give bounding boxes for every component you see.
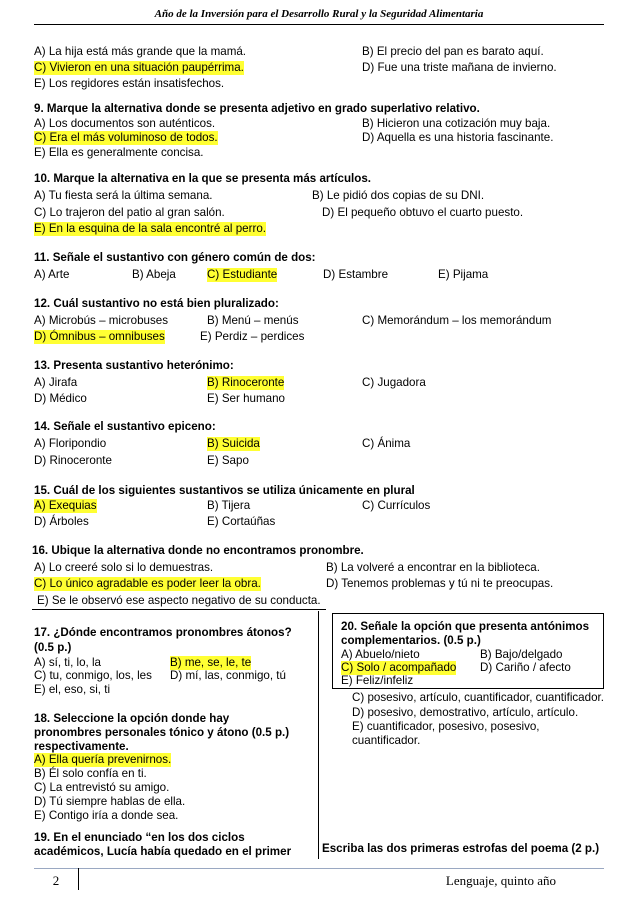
q9-title: 9. Marque la alternativa donde se presenta adjetivo en grado superlativo relativo. bbox=[34, 102, 480, 115]
q16-option-b: B) La volveré a encontrar en la biblioteca. bbox=[326, 561, 540, 574]
q15-option-e: E) Cortaúñas bbox=[207, 515, 276, 528]
q17-option-d: D) mí, las, conmigo, tú bbox=[170, 669, 286, 682]
prev-option-d: D) posesivo, demostrativo, artículo, artículo. bbox=[352, 706, 579, 719]
q13-title: 13. Presenta sustantivo heterónimo: bbox=[34, 359, 234, 372]
q14-option-b-answer: B) Suicida bbox=[207, 437, 260, 450]
q12-title: 12. Cuál sustantivo no está bien pluralizado: bbox=[34, 297, 279, 310]
q13-option-b-answer: B) Rinoceronte bbox=[207, 376, 285, 389]
q20-points: complementarios. (0.5 p.) bbox=[341, 634, 481, 647]
q10-option-b: B) Le pidió dos copias de su DNI. bbox=[312, 189, 485, 202]
q18-option-e: E) Contigo iría a donde sea. bbox=[34, 809, 179, 822]
q8-option-c-answer: C) Vivieron en una situación paupérrima. bbox=[34, 61, 244, 74]
q17-option-e: E) el, eso, si, ti bbox=[34, 683, 111, 696]
q20-option-b: B) Bajo/delgado bbox=[480, 648, 563, 661]
q11-title: 11. Señale el sustantivo con género común de dos: bbox=[34, 251, 316, 264]
q17-title: 17. ¿Dónde encontramos pronombres átonos? bbox=[34, 626, 292, 639]
q20-title: 20. Señale la opción que presenta antónimos bbox=[341, 620, 590, 633]
prev-option-c: C) posesivo, artículo, cuantificador, cuantificador. bbox=[352, 691, 604, 704]
q16-title: 16. Ubique la alternativa donde no encontramos pronombre. bbox=[32, 544, 364, 557]
q15-title: 15. Cuál de los siguientes sustantivos se utiliza únicamente en plural bbox=[34, 484, 415, 497]
q20-option-e: E) Feliz/infeliz bbox=[341, 674, 414, 687]
q10-option-e-answer: E) En la esquina de la sala encontré al perro. bbox=[34, 222, 267, 235]
q8-option-b: B) El precio del pan es barato aquí. bbox=[362, 45, 544, 58]
q14-option-d: D) Rinoceronte bbox=[34, 454, 112, 467]
header-rule bbox=[34, 24, 604, 25]
q20-option-c-answer: C) Solo / acompañado bbox=[341, 661, 457, 674]
q10-option-d: D) El pequeño obtuvo el cuarto puesto. bbox=[322, 206, 524, 219]
q17-option-b-answer: B) me, se, le, te bbox=[170, 656, 252, 669]
footer-course: Lenguaje, quinto año bbox=[445, 873, 556, 888]
q13-option-c: C) Jugadora bbox=[362, 376, 426, 389]
q18-option-b: B) Él solo confía en ti. bbox=[34, 767, 147, 780]
q18-option-a-answer: A) Ella quería prevenirnos. bbox=[34, 753, 172, 766]
q19-title-2: académicos, Lucía había quedado en el primer bbox=[34, 845, 292, 858]
column-divider bbox=[318, 611, 319, 859]
q12-option-a: A) Microbús – microbuses bbox=[34, 314, 169, 327]
prev-option-e: E) cuantificador, posesivo, posesivo, bbox=[352, 720, 540, 733]
q18-title-2: pronombres personales tónico y átono (0.5 p.) bbox=[34, 726, 290, 739]
q17-option-c: C) tu, conmigo, los, les bbox=[34, 669, 152, 682]
q10-option-a: A) Tu fiesta será la última semana. bbox=[34, 189, 213, 202]
footer-separator bbox=[78, 868, 79, 890]
prev-option-e-cont: cuantificador. bbox=[352, 734, 421, 747]
q13-option-d: D) Médico bbox=[34, 392, 87, 405]
q11-option-c-answer: C) Estudiante bbox=[207, 268, 278, 281]
q14-option-c: C) Ánima bbox=[362, 437, 411, 450]
q12-option-c: C) Memorándum – los memorándum bbox=[362, 314, 552, 327]
q15-option-a-answer: A) Exequias bbox=[34, 499, 97, 512]
q14-option-a: A) Floripondio bbox=[34, 437, 107, 450]
q11-option-d: D) Estambre bbox=[323, 268, 389, 281]
q20-option-d: D) Cariño / afecto bbox=[480, 661, 571, 674]
q10-title: 10. Marque la alternativa en la que se presenta más artículos. bbox=[34, 172, 372, 185]
q16-option-d: D) Tenemos problemas y tú ni te preocupas. bbox=[326, 577, 554, 590]
q8-option-e: E) Los regidores están insatisfechos. bbox=[34, 77, 225, 90]
q14-option-e: E) Sapo bbox=[207, 454, 249, 467]
q16-option-e: E) Se le observó ese aspecto negativo de su conducta. bbox=[37, 594, 321, 607]
q8-option-d: D) Fue una triste mañana de invierno. bbox=[362, 61, 557, 74]
page-number: 2 bbox=[52, 873, 60, 888]
q10-option-c: C) Lo trajeron del patio al gran salón. bbox=[34, 206, 225, 219]
q11-option-a: A) Arte bbox=[34, 268, 70, 281]
q8-option-a: A) La hija está más grande que la mamá. bbox=[34, 45, 247, 58]
q12-option-b: B) Menú – menús bbox=[207, 314, 299, 327]
q9-option-c-answer: C) Era el más voluminoso de todos. bbox=[34, 131, 218, 144]
q15-option-b: B) Tijera bbox=[207, 499, 251, 512]
q9-option-a: A) Los documentos son auténticos. bbox=[34, 117, 216, 130]
q18-option-c: C) La entrevistó su amigo. bbox=[34, 781, 170, 794]
q9-option-b: B) Hicieron una cotización muy baja. bbox=[362, 117, 551, 130]
q20-option-a: A) Abuelo/nieto bbox=[341, 648, 420, 661]
q11-option-e: E) Pijama bbox=[438, 268, 489, 281]
q15-option-d: D) Árboles bbox=[34, 515, 89, 528]
q19-title: 19. En el enunciado “en los dos ciclos bbox=[34, 831, 245, 844]
q17-points: (0.5 p.) bbox=[34, 641, 72, 654]
q13-option-e: E) Ser humano bbox=[207, 392, 285, 405]
footer-rule bbox=[34, 868, 604, 869]
q15-option-c: C) Currículos bbox=[362, 499, 431, 512]
q17-option-a: A) sí, ti, lo, la bbox=[34, 656, 102, 669]
q16-box-edge bbox=[32, 609, 326, 610]
poem-instruction: Escriba las dos primeras estrofas del poema (2 p.) bbox=[322, 842, 600, 855]
q18-title: 18. Seleccione la opción donde hay bbox=[34, 712, 230, 725]
page-header-title: Año de la Inversión para el Desarrollo Rural y la Seguridad Alimentaria bbox=[154, 8, 484, 20]
q14-title: 14. Señale el sustantivo epiceno: bbox=[34, 420, 216, 433]
q11-option-b: B) Abeja bbox=[132, 268, 176, 281]
q18-option-d: D) Tú siempre hablas de ella. bbox=[34, 795, 186, 808]
q9-option-d: D) Aquella es una historia fascinante. bbox=[362, 131, 554, 144]
q18-title-3: respectivamente. bbox=[34, 740, 129, 753]
q9-option-e: E) Ella es generalmente concisa. bbox=[34, 146, 204, 159]
q16-option-c-answer: C) Lo único agradable es poder leer la obra. bbox=[34, 577, 261, 590]
q12-option-d-answer: D) Ómnibus – omnibuses bbox=[34, 330, 165, 343]
q16-option-a: A) Lo creeré solo si lo demuestras. bbox=[34, 561, 214, 574]
q12-option-e: E) Perdiz – perdices bbox=[200, 330, 305, 343]
q13-option-a: A) Jirafa bbox=[34, 376, 78, 389]
